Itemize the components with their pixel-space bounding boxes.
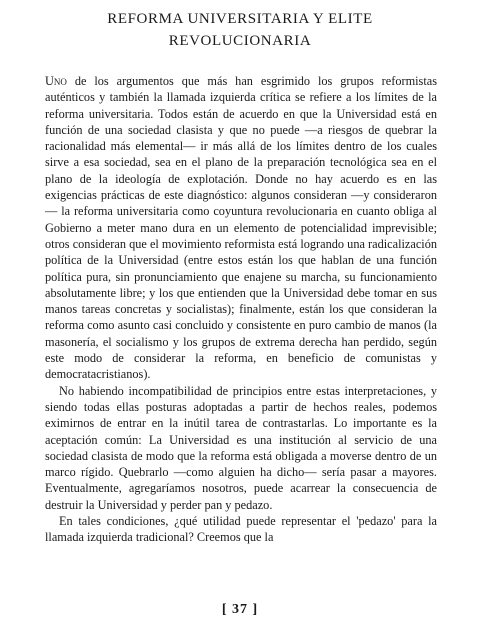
page-number: [ 37 ] (221, 602, 259, 617)
paragraph-1-initial-word: Uno (45, 74, 67, 88)
paragraph-1-text: de los argumentos que más han esgrimido los grupos reformistas auténticos y también la llamada izquierda crítica se refiere a los límites de la reforma universitaria. Todos están de acuerdo en que la Universidad está en función de una sociedad clasista y que no puede —a riesgos de quebrar la racionalidad más elemental— ir más allá de los límites dentro de los cuales sirve a esa sociedad, sea en el plano de la preparación tecnológica sea en el plano de la ideología de explotación. Donde no hay acuerdo es en las exigencias prácticas de este diagnóstico: algunos consideran —y consideraron— la reforma universitaria como coyuntura revolucionaria en cuanto obliga al Gobierno a meter mano dura en un elemento de potencialidad imprevisible; otros consideran que el movimiento reformista está logrando una radicalización política de la Universidad (entre estos están los que hablan de una función política pura, sin pronunciamiento que enajene su marcha, su funcionamiento absolutamente libre; y los que entienden que la Universidad debe tomar en sus manos tareas concretas y socialistas); finalmente, están los que consideran la reforma como asunto casi concluido y consistente en puro cambio de manos (la masonería, el socialismo y los grupos de extrema derecha han perdido, según este modo de considerar la reforma, en beneficio de comunistas y democratacristianos). (45, 74, 437, 382)
body-text (45, 73, 437, 546)
chapter-title-line-2: REVOLUCIONARIA (168, 33, 312, 49)
paragraph-1 (45, 73, 437, 383)
chapter-title-line-1: REFORMA UNIVERSITARIA Y ELITE (107, 11, 373, 27)
paragraph-2: No habiendo incompatibilidad de principios entre estas interpretaciones, y siendo todas ellas posturas adoptadas a partir de hechos reales, podemos eximirnos de entrar en la inútil tarea de contrastarlas. Lo importante es la aceptación común: La Universidad es una institución al servicio de una sociedad clasista de modo que la reforma está obligada a moverse dentro de un marco rígido. Quebrarlo —como alguien ha dicho— sería pasar a mayores. Eventualmente, agregaríamos nosotros, puede acarrear la consecuencia de destruir la Universidad y perder pan y pedazo. (45, 383, 437, 512)
paragraph-3: En tales condiciones, ¿qué utilidad puede representar el 'pedazo' para la llamada izquierda tradicional? Creemos que la (45, 514, 437, 545)
chapter-title (0, 8, 480, 52)
